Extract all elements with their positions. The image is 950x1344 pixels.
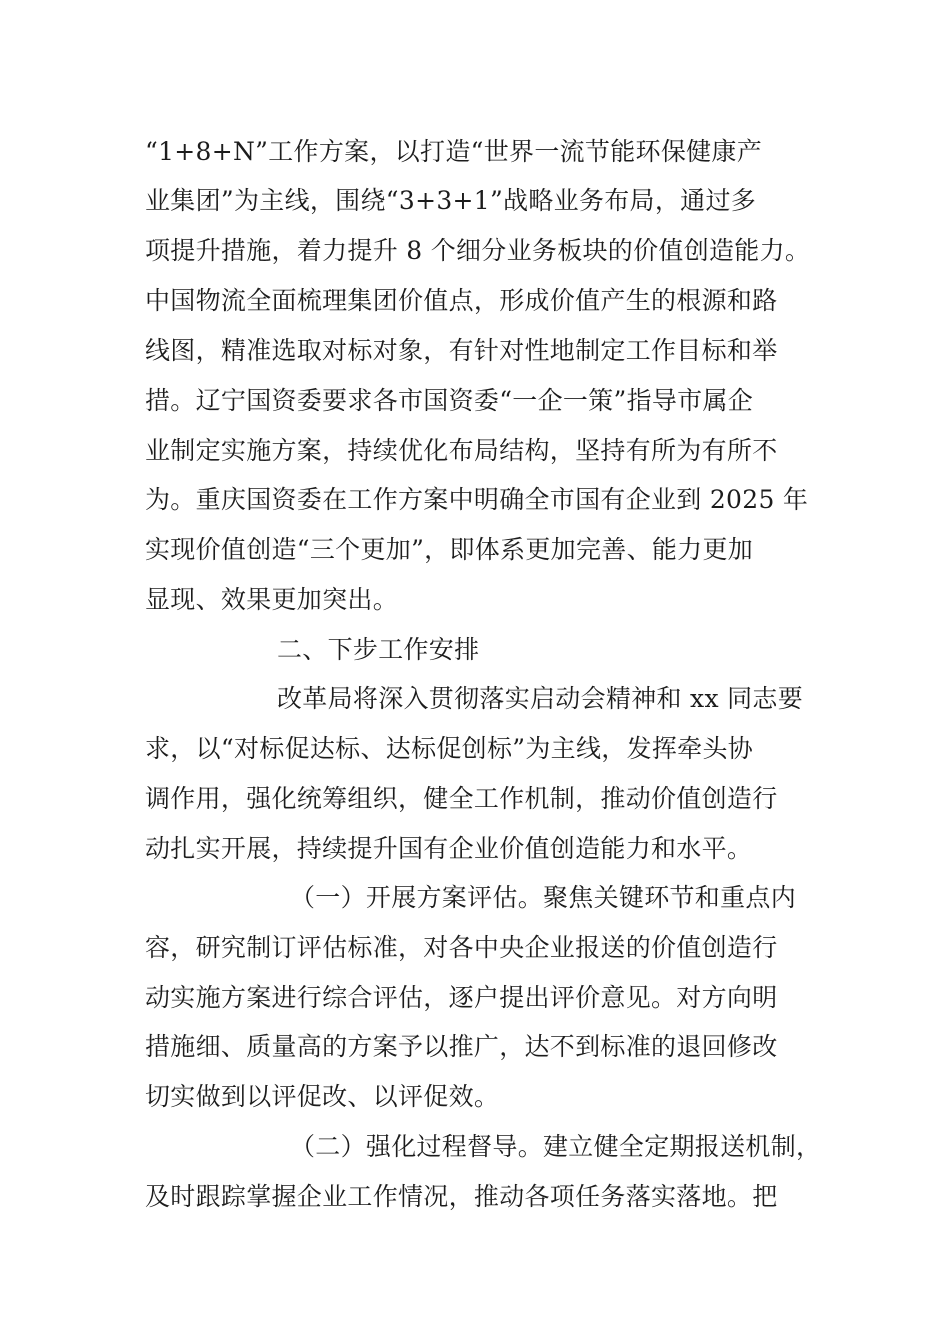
text-line: 为。重庆国资委在工作方案中明确全市国有企业到 2025 年 xyxy=(145,485,809,514)
text-line: 切实做到以评促改、以评促效。 xyxy=(145,1082,500,1111)
text-line: 改革局将深入贯彻落实启动会精神和 xx 同志要 xyxy=(277,684,803,713)
subsection-heading: （一）开展方案评估。聚焦关键环节和重点内 xyxy=(290,883,797,912)
text-line: 容，研究制订评估标准，对各中央企业报送的价值创造行 xyxy=(145,933,778,962)
text-line: 及时跟踪掌握企业工作情况，推动各项任务落实落地。把 xyxy=(145,1182,778,1211)
text-line: 动扎实开展，持续提升国有企业价值创造能力和水平。 xyxy=(145,834,753,863)
text-line: 显现、效果更加突出。 xyxy=(145,585,399,614)
text-line: 调作用，强化统筹组织，健全工作机制，推动价值创造行 xyxy=(145,784,778,813)
text-line: 业集团”为主线，围绕“3+3+1”战略业务布局，通过多 xyxy=(145,186,757,215)
text-line: 措施细、质量高的方案予以推广，达不到标准的退回修改 xyxy=(145,1032,778,1061)
text-line: 线图，精准选取对标对象，有针对性地制定工作目标和举 xyxy=(145,336,778,365)
text-line: 动实施方案进行综合评估，逐户提出评价意见。对方向明 xyxy=(145,983,778,1012)
subsection-heading: （二）强化过程督导。建立健全定期报送机制， xyxy=(290,1132,822,1161)
text-line: 业制定实施方案，持续优化布局结构，坚持有所为有所不 xyxy=(145,436,778,465)
section-heading: 二、下步工作安排 xyxy=(277,635,480,664)
text-line: 求，以“对标促达标、达标促创标”为主线，发挥牵头协 xyxy=(145,734,754,763)
text-line: 实现价值创造“三个更加”，即体系更加完善、能力更加 xyxy=(145,535,754,564)
text-line: “1+8+N”工作方案，以打造“世界一流节能环保健康产 xyxy=(145,137,763,166)
text-line: 项提升措施，着力提升 8 个细分业务板块的价值创造能力。 xyxy=(145,236,811,265)
text-line: 措。辽宁国资委要求各市国资委“一企一策”指导市属企 xyxy=(145,386,754,415)
text-line: 中国物流全面梳理集团价值点，形成价值产生的根源和路 xyxy=(145,286,778,315)
